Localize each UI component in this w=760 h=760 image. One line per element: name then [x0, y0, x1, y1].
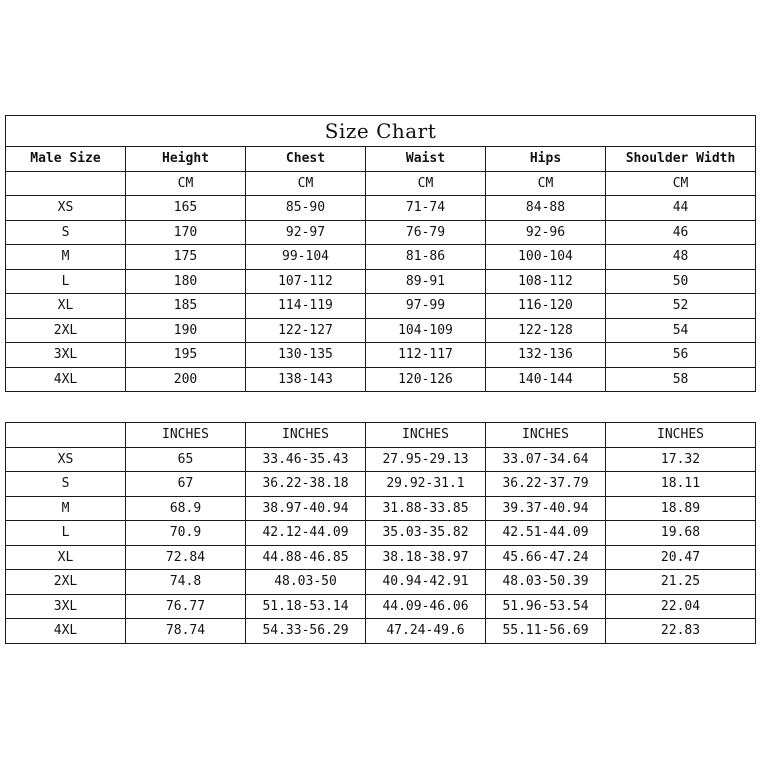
waist-cell: 120-126 [366, 367, 486, 392]
size-cell: 2XL [6, 570, 126, 595]
shoulder-cell: 19.68 [606, 521, 756, 546]
hips-cell: 33.07-34.64 [486, 447, 606, 472]
hips-cell: 48.03-50.39 [486, 570, 606, 595]
size-cell: XS [6, 447, 126, 472]
table-row [6, 472, 756, 497]
waist-cell: 47.24-49.6 [366, 619, 486, 644]
shoulder-cell: 52 [606, 294, 756, 319]
chest-cell: 36.22-38.18 [246, 472, 366, 497]
shoulder-cell: 22.83 [606, 619, 756, 644]
height-cell: 74.8 [126, 570, 246, 595]
table-row [6, 521, 756, 546]
hips-cell: 36.22-37.79 [486, 472, 606, 497]
table-row [6, 245, 756, 270]
shoulder-cell: 18.89 [606, 496, 756, 521]
unit-cell: INCHES [366, 423, 486, 448]
waist-cell: 44.09-46.06 [366, 594, 486, 619]
table-row [6, 343, 756, 368]
size-cell: L [6, 269, 126, 294]
size-cell: XL [6, 545, 126, 570]
chest-cell: 33.46-35.43 [246, 447, 366, 472]
shoulder-cell: 44 [606, 196, 756, 221]
height-cell: 175 [126, 245, 246, 270]
waist-cell: 76-79 [366, 220, 486, 245]
chest-cell: 85-90 [246, 196, 366, 221]
shoulder-cell: 46 [606, 220, 756, 245]
height-cell: 76.77 [126, 594, 246, 619]
header-male-size: Male Size [6, 147, 126, 172]
size-cell: S [6, 220, 126, 245]
size-cell: XL [6, 294, 126, 319]
height-cell: 165 [126, 196, 246, 221]
unit-cell [6, 423, 126, 448]
header-waist: Waist [366, 147, 486, 172]
shoulder-cell: 20.47 [606, 545, 756, 570]
header-height: Height [126, 147, 246, 172]
unit-cell: INCHES [246, 423, 366, 448]
shoulder-cell: 22.04 [606, 594, 756, 619]
height-cell: 195 [126, 343, 246, 368]
size-cell: 3XL [6, 594, 126, 619]
waist-cell: 71-74 [366, 196, 486, 221]
height-cell: 78.74 [126, 619, 246, 644]
hips-cell: 42.51-44.09 [486, 521, 606, 546]
height-cell: 180 [126, 269, 246, 294]
hips-cell: 84-88 [486, 196, 606, 221]
waist-cell: 31.88-33.85 [366, 496, 486, 521]
shoulder-cell: 17.32 [606, 447, 756, 472]
height-cell: 70.9 [126, 521, 246, 546]
table-row [6, 496, 756, 521]
table-row [6, 220, 756, 245]
waist-cell: 29.92-31.1 [366, 472, 486, 497]
shoulder-cell: 54 [606, 318, 756, 343]
table-row [6, 269, 756, 294]
chest-cell: 114-119 [246, 294, 366, 319]
chest-cell: 138-143 [246, 367, 366, 392]
size-cell: XS [6, 196, 126, 221]
height-cell: 72.84 [126, 545, 246, 570]
waist-cell: 27.95-29.13 [366, 447, 486, 472]
size-cell: S [6, 472, 126, 497]
chest-cell: 99-104 [246, 245, 366, 270]
waist-cell: 89-91 [366, 269, 486, 294]
unit-cell: CM [366, 171, 486, 196]
height-cell: 200 [126, 367, 246, 392]
shoulder-cell: 50 [606, 269, 756, 294]
size-cell: M [6, 496, 126, 521]
height-cell: 67 [126, 472, 246, 497]
chest-cell: 44.88-46.85 [246, 545, 366, 570]
size-chart-inches-table [5, 422, 756, 644]
hips-cell: 55.11-56.69 [486, 619, 606, 644]
header-row [6, 147, 756, 172]
table-row [6, 619, 756, 644]
unit-cell: INCHES [606, 423, 756, 448]
size-cell: L [6, 521, 126, 546]
chest-cell: 130-135 [246, 343, 366, 368]
chest-cell: 122-127 [246, 318, 366, 343]
waist-cell: 38.18-38.97 [366, 545, 486, 570]
shoulder-cell: 18.11 [606, 472, 756, 497]
chest-cell: 42.12-44.09 [246, 521, 366, 546]
table-row [6, 318, 756, 343]
chest-cell: 92-97 [246, 220, 366, 245]
table-row [6, 367, 756, 392]
table-row [6, 594, 756, 619]
table-row [6, 196, 756, 221]
unit-cell: CM [606, 171, 756, 196]
waist-cell: 112-117 [366, 343, 486, 368]
hips-cell: 122-128 [486, 318, 606, 343]
size-cell: 4XL [6, 367, 126, 392]
table-row [6, 447, 756, 472]
cm-unit-row [6, 171, 756, 196]
shoulder-cell: 21.25 [606, 570, 756, 595]
hips-cell: 39.37-40.94 [486, 496, 606, 521]
header-chest: Chest [246, 147, 366, 172]
height-cell: 170 [126, 220, 246, 245]
waist-cell: 81-86 [366, 245, 486, 270]
size-cell: 4XL [6, 619, 126, 644]
shoulder-cell: 56 [606, 343, 756, 368]
chest-cell: 51.18-53.14 [246, 594, 366, 619]
unit-cell: CM [246, 171, 366, 196]
table-row [6, 545, 756, 570]
hips-cell: 140-144 [486, 367, 606, 392]
hips-cell: 100-104 [486, 245, 606, 270]
unit-cell: CM [486, 171, 606, 196]
hips-cell: 108-112 [486, 269, 606, 294]
waist-cell: 97-99 [366, 294, 486, 319]
hips-cell: 116-120 [486, 294, 606, 319]
waist-cell: 35.03-35.82 [366, 521, 486, 546]
height-cell: 65 [126, 447, 246, 472]
height-cell: 185 [126, 294, 246, 319]
hips-cell: 45.66-47.24 [486, 545, 606, 570]
waist-cell: 40.94-42.91 [366, 570, 486, 595]
chest-cell: 107-112 [246, 269, 366, 294]
waist-cell: 104-109 [366, 318, 486, 343]
title-row [6, 116, 756, 147]
hips-cell: 92-96 [486, 220, 606, 245]
header-shoulder-width: Shoulder Width [606, 147, 756, 172]
unit-cell: CM [126, 171, 246, 196]
size-cell: 3XL [6, 343, 126, 368]
unit-cell [6, 171, 126, 196]
chest-cell: 48.03-50 [246, 570, 366, 595]
hips-cell: 132-136 [486, 343, 606, 368]
chest-cell: 38.97-40.94 [246, 496, 366, 521]
header-hips: Hips [486, 147, 606, 172]
hips-cell: 51.96-53.54 [486, 594, 606, 619]
shoulder-cell: 48 [606, 245, 756, 270]
height-cell: 190 [126, 318, 246, 343]
size-cell: 2XL [6, 318, 126, 343]
inch-unit-row [6, 423, 756, 448]
size-chart-cm-table [5, 115, 756, 392]
size-cell: M [6, 245, 126, 270]
chest-cell: 54.33-56.29 [246, 619, 366, 644]
table-row [6, 570, 756, 595]
unit-cell: INCHES [126, 423, 246, 448]
unit-cell: INCHES [486, 423, 606, 448]
table-row [6, 294, 756, 319]
chart-title: Size Chart [6, 116, 756, 147]
shoulder-cell: 58 [606, 367, 756, 392]
height-cell: 68.9 [126, 496, 246, 521]
